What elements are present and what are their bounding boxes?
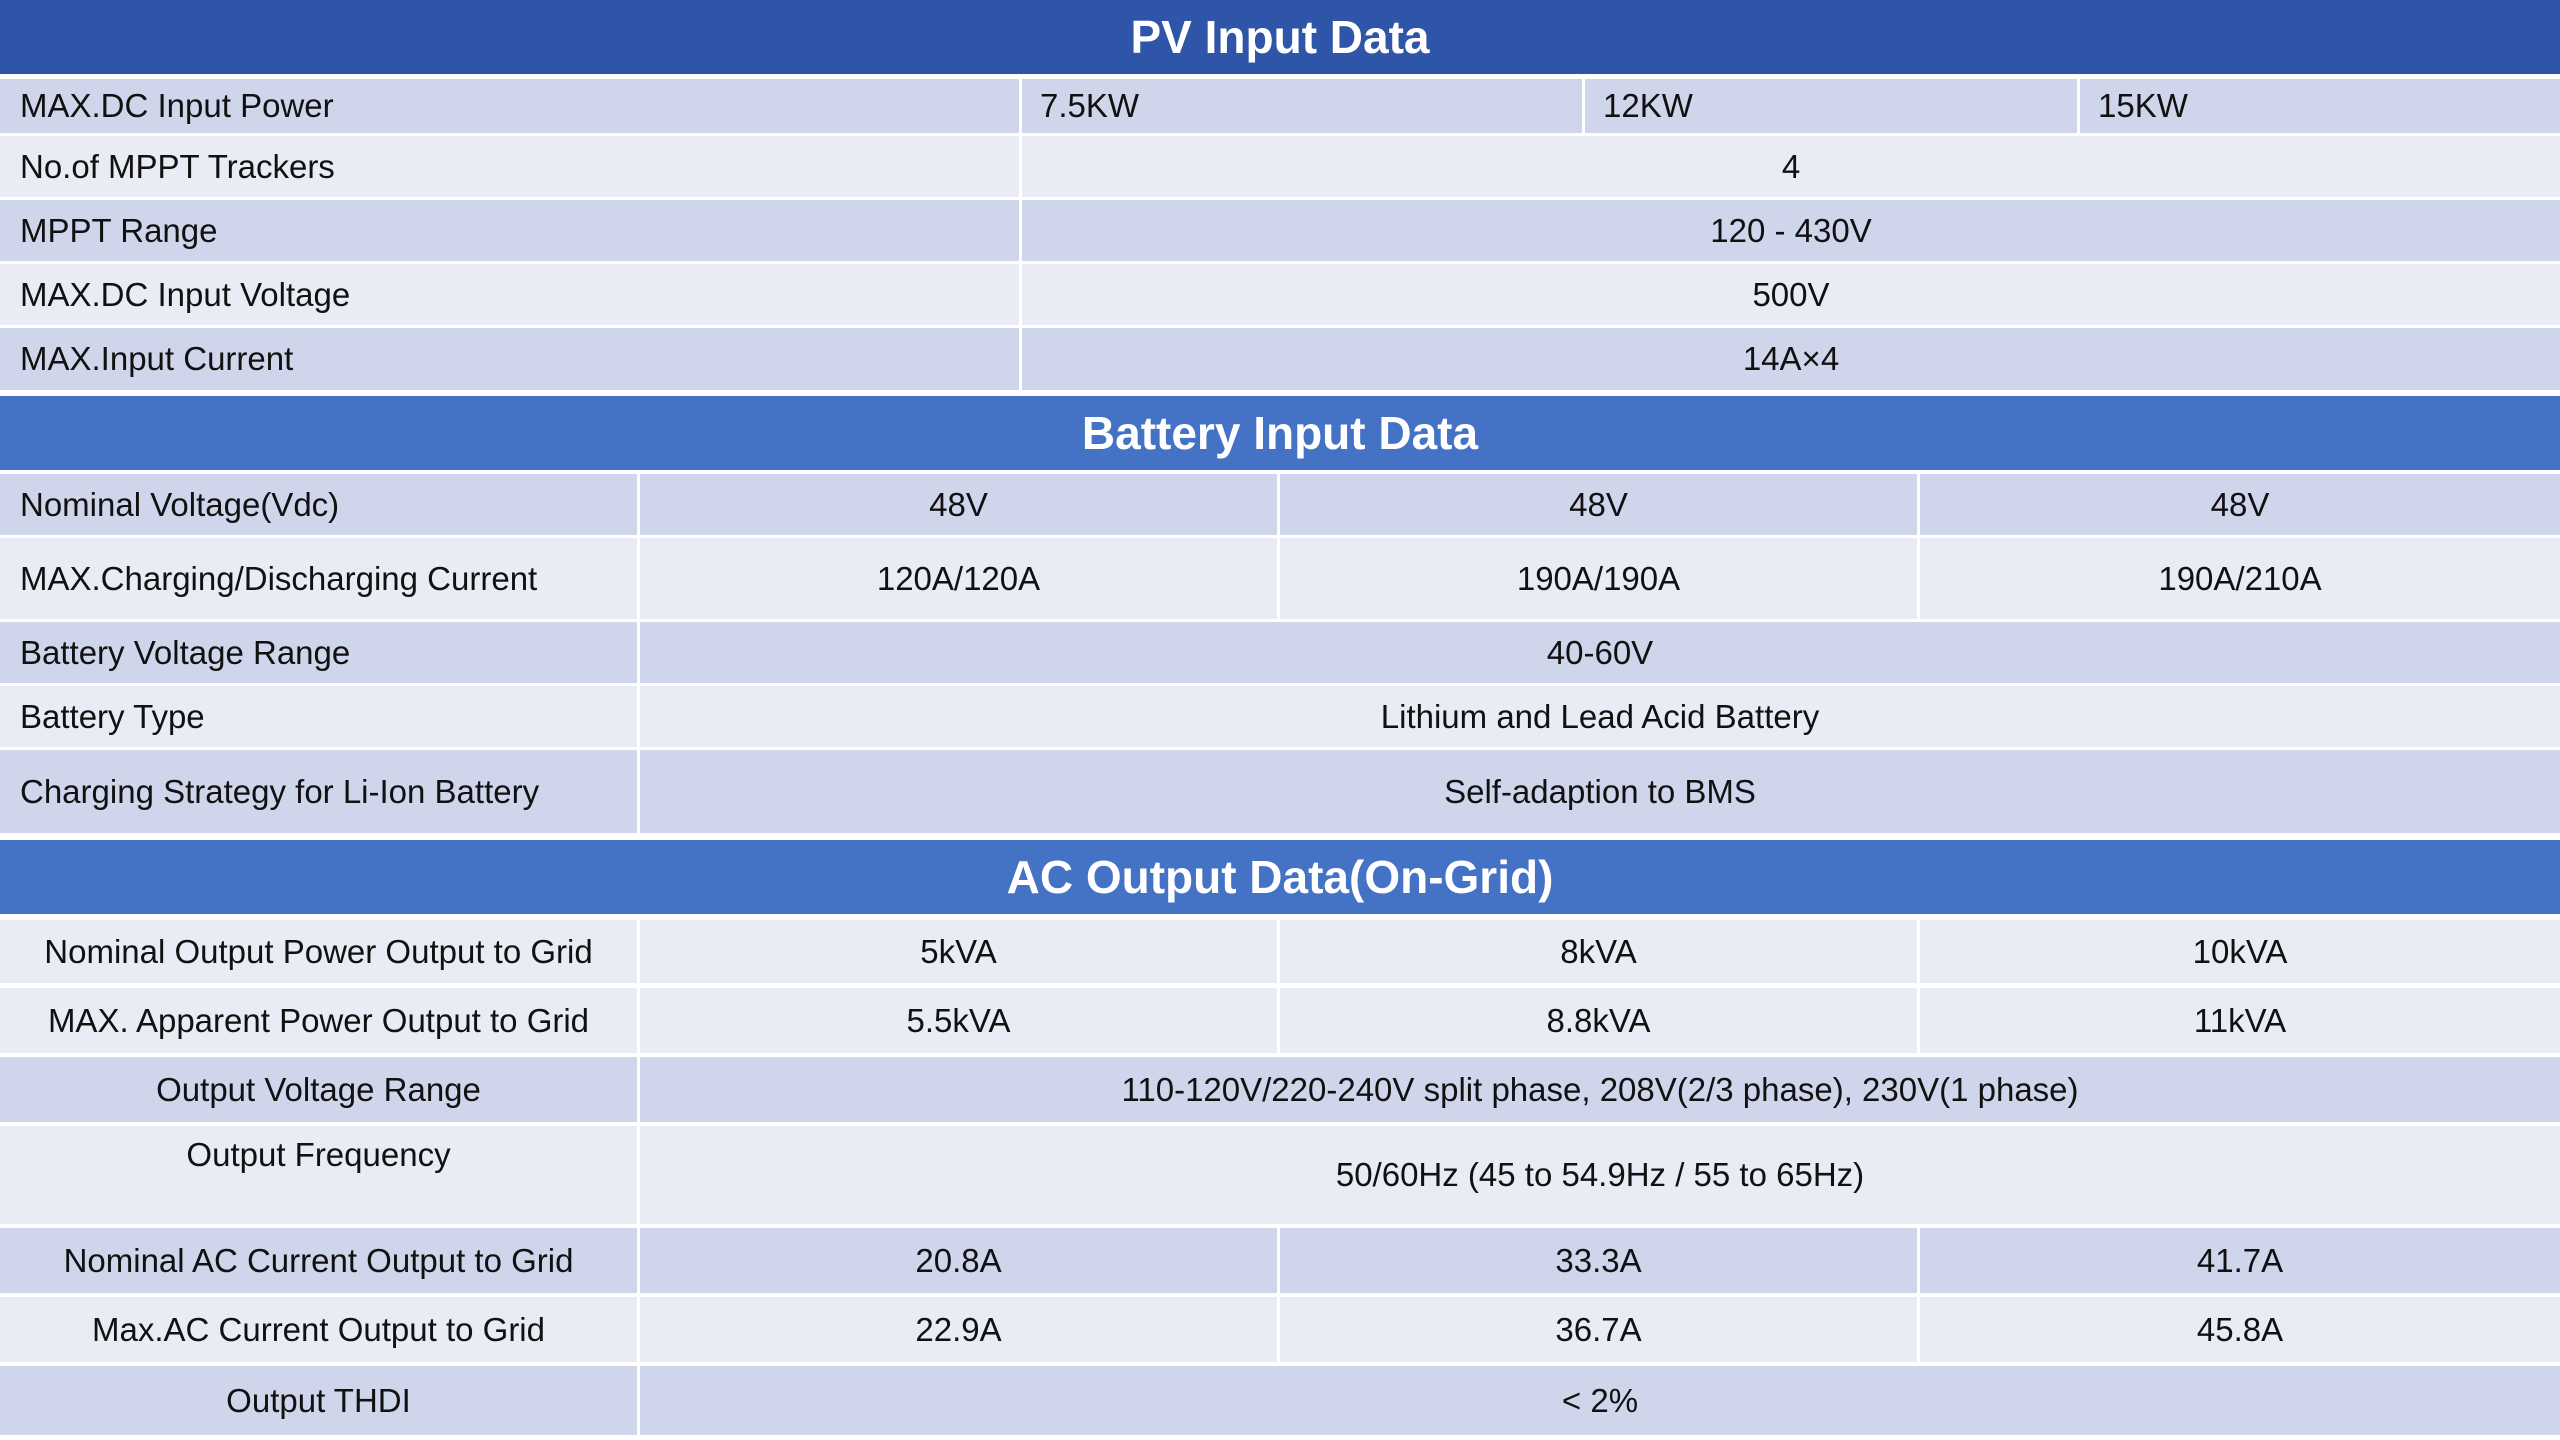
cell-value: 48V <box>640 474 1280 535</box>
cell-value: 190A/190A <box>1280 538 1920 619</box>
cell-value: 11kVA <box>1920 988 2560 1053</box>
table-row <box>0 79 2560 133</box>
row-label: Battery Voltage Range <box>0 622 640 683</box>
ac-section-title: AC Output Data(On-Grid) <box>1006 851 1554 903</box>
table-row <box>0 920 2560 983</box>
table-row <box>0 686 2560 747</box>
ac-section-header <box>0 840 2560 914</box>
cell-value: 36.7A <box>1280 1297 1920 1362</box>
row-label: MAX. Apparent Power Output to Grid <box>0 988 640 1053</box>
cell-value: 7.5KW <box>1022 79 1585 133</box>
row-label: MPPT Range <box>0 200 1022 261</box>
table-row <box>0 474 2560 535</box>
table-row <box>0 200 2560 261</box>
table-row <box>0 1297 2560 1362</box>
table-row <box>0 538 2560 619</box>
table-row <box>0 622 2560 683</box>
table-row <box>0 136 2560 197</box>
row-label: Max.AC Current Output to Grid <box>0 1297 640 1362</box>
row-label: MAX.Charging/Discharging Current <box>0 538 640 619</box>
cell-value: 33.3A <box>1280 1228 1920 1293</box>
cell-value: 190A/210A <box>1920 538 2560 619</box>
cell-value: 110-120V/220-240V split phase, 208V(2/3 phase), 230V(1 phase) <box>640 1057 2560 1122</box>
row-label: MAX.DC Input Voltage <box>0 264 1022 325</box>
cell-value: 48V <box>1920 474 2560 535</box>
table-row <box>0 988 2560 1053</box>
battery-section-header <box>0 396 2560 470</box>
cell-value: Lithium and Lead Acid Battery <box>640 686 2560 747</box>
table-row <box>0 750 2560 833</box>
cell-value: 41.7A <box>1920 1228 2560 1293</box>
table-row <box>0 1126 2560 1224</box>
cell-value: 4 <box>1022 136 2560 197</box>
row-label: Output THDI <box>0 1366 640 1435</box>
cell-value: 5kVA <box>640 920 1280 983</box>
row-label: MAX.DC Input Power <box>0 79 1022 133</box>
row-label: Nominal AC Current Output to Grid <box>0 1228 640 1293</box>
row-label: MAX.Input Current <box>0 328 1022 390</box>
cell-value: 120 - 430V <box>1022 200 2560 261</box>
cell-value: 8kVA <box>1280 920 1920 983</box>
cell-value: 12KW <box>1585 79 2080 133</box>
cell-value: 5.5kVA <box>640 988 1280 1053</box>
table-row <box>0 1366 2560 1435</box>
cell-value: 50/60Hz (45 to 54.9Hz / 55 to 65Hz) <box>640 1126 2560 1224</box>
cell-value: 45.8A <box>1920 1297 2560 1362</box>
table-row <box>0 264 2560 325</box>
table-row <box>0 1228 2560 1293</box>
cell-value: < 2% <box>640 1366 2560 1435</box>
pv-section-title: PV Input Data <box>1130 11 1430 63</box>
table-row <box>0 1057 2560 1122</box>
cell-value: 22.9A <box>640 1297 1280 1362</box>
cell-value: 40-60V <box>640 622 2560 683</box>
cell-value: 14A×4 <box>1022 328 2560 390</box>
row-label: Battery Type <box>0 686 640 747</box>
cell-value: 15KW <box>2080 79 2560 133</box>
cell-value: 20.8A <box>640 1228 1280 1293</box>
cell-value: 48V <box>1280 474 1920 535</box>
cell-value: Self-adaption to BMS <box>640 750 2560 833</box>
row-label: Nominal Voltage(Vdc) <box>0 474 640 535</box>
cell-value: 500V <box>1022 264 2560 325</box>
battery-section-title: Battery Input Data <box>1081 407 1479 459</box>
row-label: Nominal Output Power Output to Grid <box>0 920 640 983</box>
row-label: Output Frequency <box>0 1126 640 1224</box>
cell-value: 8.8kVA <box>1280 988 1920 1053</box>
cell-value: 10kVA <box>1920 920 2560 983</box>
pv-section-header <box>0 0 2560 74</box>
row-label: No.of MPPT Trackers <box>0 136 1022 197</box>
table-row <box>0 328 2560 390</box>
cell-value: 120A/120A <box>640 538 1280 619</box>
row-label: Output Voltage Range <box>0 1057 640 1122</box>
row-label: Charging Strategy for Li-Ion Battery <box>0 750 640 833</box>
